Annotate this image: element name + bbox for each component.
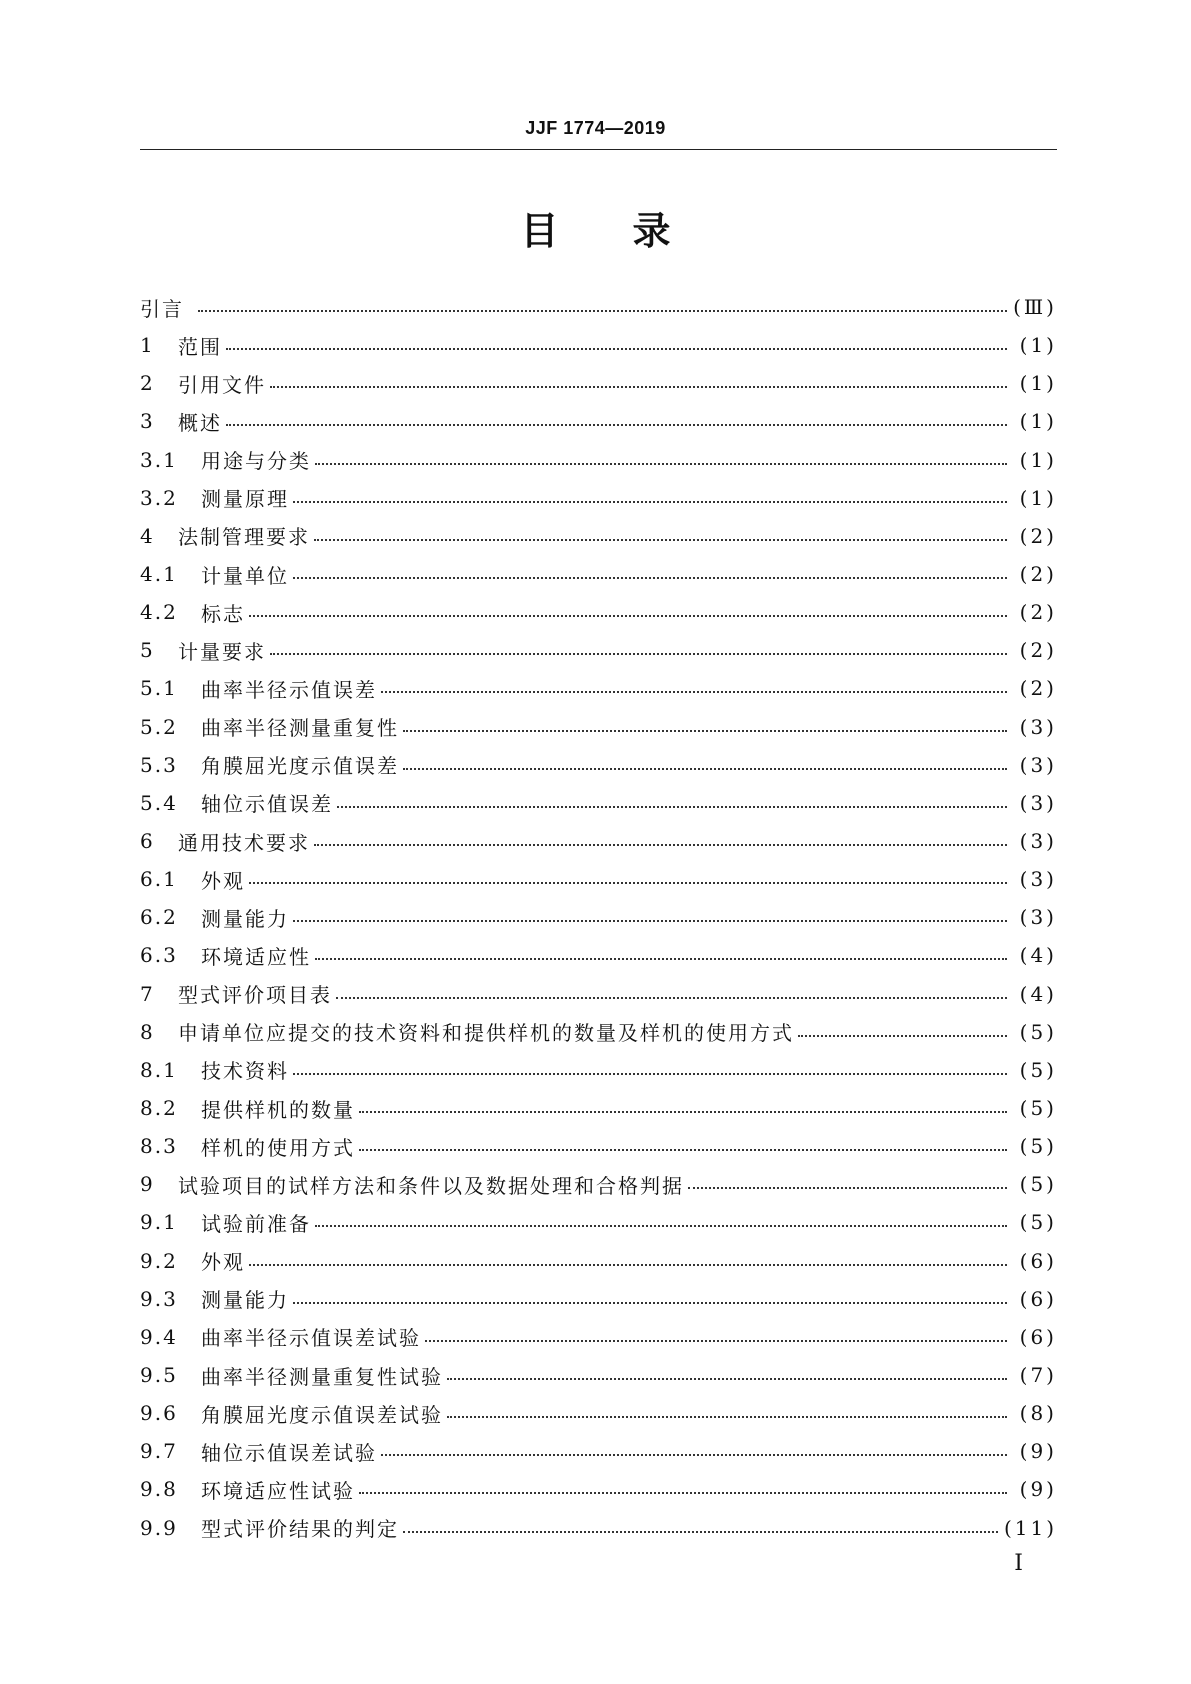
dot-leader [447,1416,1007,1418]
toc-entry-number: 8.3 [140,1134,178,1159]
toc-entry[interactable] [140,1356,1057,1394]
toc-entry-title: 型式评价结果的判定 [201,1517,399,1542]
dot-leader [198,310,1007,312]
toc-entry-page: (5) [1019,1096,1057,1121]
toc-entry-page: (1) [1019,447,1057,472]
toc-entry-number: 5.3 [140,752,178,777]
toc-entry-number: 9.4 [140,1324,178,1349]
toc-entry-page: (3) [1019,790,1057,815]
toc-entry[interactable] [140,822,1057,860]
dot-leader [293,1073,1007,1075]
toc-entry-title: 曲率半径测量重复性 [201,716,399,741]
toc-entry-page: (3) [1019,829,1057,854]
toc-entry-number: 5.2 [140,714,178,739]
toc-entry-number: 9.1 [140,1210,178,1235]
toc-entry-title: 通用技术要求 [178,830,310,855]
toc-entry-number: 9.6 [140,1401,178,1426]
toc-entry-page: (3) [1019,867,1057,892]
toc-entry-number: 5 [140,638,155,663]
toc-entry-title: 曲率半径示值误差试验 [201,1326,421,1351]
toc-entry[interactable] [140,593,1057,631]
toc-entry-page: (Ⅲ) [1013,295,1057,320]
toc-entry-title: 概述 [178,410,222,435]
toc-entry-page: (5) [1019,1134,1057,1159]
toc-entry[interactable] [140,1280,1057,1318]
toc-entry-page: (1) [1019,409,1057,434]
toc-entry-title: 型式评价项目表 [178,983,332,1008]
dot-leader [381,691,1007,693]
toc-entry-page: (3) [1019,714,1057,739]
dot-leader [249,882,1007,884]
toc-entry-page: (5) [1019,1172,1057,1197]
toc-entry-title: 引言 [140,296,184,321]
toc-entry-title: 提供样机的数量 [201,1097,355,1122]
toc-entry-page: (2) [1019,676,1057,701]
dot-leader [249,615,1007,617]
toc-entry[interactable] [140,631,1057,669]
toc-entry[interactable] [140,1509,1057,1547]
dot-leader [359,1492,1007,1494]
toc-entry[interactable] [140,975,1057,1013]
toc-entry[interactable] [140,1051,1057,1089]
toc-entry[interactable] [140,1165,1057,1203]
toc-entry-number: 3.1 [140,447,178,472]
toc-entry-title: 外观 [201,1250,245,1275]
toc-entry-title: 引用文件 [178,372,266,397]
page-title: 目录 [520,209,745,253]
toc-entry-number: 4.1 [140,562,178,587]
toc-entry-page: (5) [1019,1210,1057,1235]
page-number: Ⅰ [1014,1551,1023,1576]
toc-entry[interactable] [140,1013,1057,1051]
dot-leader [249,1264,1007,1266]
toc-entry[interactable] [140,1089,1057,1127]
toc-entry-title: 曲率半径测量重复性试验 [201,1364,443,1389]
toc-entry[interactable] [140,1127,1057,1165]
toc-entry-page: (4) [1019,943,1057,968]
toc-entry-page: (1) [1019,371,1057,396]
toc-entry-page: (9) [1019,1439,1057,1464]
toc-entry[interactable] [140,1432,1057,1470]
toc-entry-title: 测量原理 [201,487,289,512]
toc-entry-number: 3 [140,409,155,434]
dot-leader [314,539,1007,541]
toc-entry-title: 轴位示值误差 [201,792,333,817]
dot-leader [336,997,1007,999]
toc-entry-page: (5) [1019,1057,1057,1082]
toc-entry-number: 9.3 [140,1286,178,1311]
toc-entry-title: 试验前准备 [201,1211,311,1236]
toc-entry-number: 8.1 [140,1057,178,1082]
toc-entry-title: 轴位示值误差试验 [201,1440,377,1465]
dot-leader [403,768,1007,770]
dot-leader [293,1302,1007,1304]
toc-entry[interactable] [140,402,1057,440]
toc-entry[interactable] [140,517,1057,555]
toc-entry-number: 3.2 [140,485,178,510]
toc-entry[interactable] [140,1470,1057,1508]
header-divider [140,149,1057,150]
toc-entry-number: 8 [140,1019,155,1044]
toc-entry[interactable] [140,1203,1057,1241]
toc-entry-title: 法制管理要求 [178,525,310,550]
toc-entry-page: (2) [1019,638,1057,663]
toc-entry-title: 外观 [201,868,245,893]
toc-entry-title: 环境适应性 [201,944,311,969]
toc-entry[interactable] [140,784,1057,822]
toc-entry-number: 9.7 [140,1439,178,1464]
dot-leader [226,348,1007,350]
dot-leader [315,958,1007,960]
toc-entry-number: 9 [140,1172,155,1197]
toc-entry-title: 技术资料 [201,1059,289,1084]
table-of-contents [140,288,1057,1547]
dot-leader [425,1340,1007,1342]
toc-entry[interactable] [140,708,1057,746]
toc-entry-title: 范围 [178,334,222,359]
toc-entry-number: 5.1 [140,676,178,701]
dot-leader [315,1225,1007,1227]
toc-entry-page: (8) [1019,1401,1057,1426]
toc-entry[interactable] [140,1394,1057,1432]
standard-code-header: JJF 1774—2019 [525,118,666,138]
dot-leader [270,653,1007,655]
toc-entry[interactable] [140,555,1057,593]
toc-entry-number: 7 [140,981,155,1006]
toc-entry-number: 4.2 [140,600,178,625]
toc-entry-title: 测量能力 [201,906,289,931]
toc-entry-page: (1) [1019,333,1057,358]
toc-entry-page: (2) [1019,523,1057,548]
toc-entry-page: (1) [1019,485,1057,510]
toc-entry[interactable] [140,326,1057,364]
toc-entry[interactable] [140,860,1057,898]
dot-leader [315,463,1007,465]
toc-entry-number: 6 [140,829,155,854]
toc-entry-page: (7) [1019,1363,1057,1387]
dot-leader [381,1454,1007,1456]
toc-entry-number: 9.9 [140,1515,178,1540]
toc-entry-number: 1 [140,333,155,358]
toc-entry-title: 测量能力 [201,1288,289,1313]
toc-entry-number: 9.5 [140,1363,178,1387]
toc-entry-number: 4 [140,523,155,548]
toc-entry-page: (9) [1019,1477,1057,1502]
toc-entry-number: 6.2 [140,905,178,930]
toc-entry[interactable] [140,479,1057,517]
toc-entry[interactable] [140,1242,1057,1280]
dot-leader [270,386,1007,388]
toc-entry-page: (11) [1003,1515,1057,1540]
toc-entry-page: (6) [1019,1286,1057,1311]
toc-entry-title: 角膜屈光度示值误差试验 [201,1402,443,1427]
toc-entry-number: 6.1 [140,867,178,892]
toc-entry-number: 5.4 [140,790,178,815]
dot-leader [798,1035,1007,1037]
toc-entry-title: 计量要求 [178,639,266,664]
dot-leader [293,920,1007,922]
dot-leader [293,577,1007,579]
toc-entry-page: (4) [1019,981,1057,1006]
dot-leader [403,730,1007,732]
toc-entry-number: 9.2 [140,1248,178,1273]
toc-entry-page: (2) [1019,562,1057,587]
toc-entry[interactable] [140,746,1057,784]
toc-entry-page: (5) [1019,1019,1057,1044]
toc-entry[interactable] [140,364,1057,402]
toc-entry-page: (2) [1019,600,1057,625]
toc-entry[interactable] [140,288,1057,326]
toc-entry-title: 角膜屈光度示值误差 [201,754,399,779]
toc-entry[interactable] [140,936,1057,974]
toc-entry-page: (6) [1019,1248,1057,1273]
toc-entry-title: 环境适应性试验 [201,1478,355,1503]
toc-entry-page: (6) [1019,1324,1057,1349]
dot-leader [226,424,1007,426]
dot-leader [314,844,1007,846]
toc-entry-page: (3) [1019,752,1057,777]
dot-leader [337,806,1007,808]
toc-entry-number: 9.8 [140,1477,178,1502]
toc-entry-title: 用途与分类 [201,449,311,474]
toc-entry-number: 6.3 [140,943,178,968]
dot-leader [447,1378,1007,1380]
toc-entry[interactable] [140,898,1057,936]
dot-leader [403,1531,998,1533]
toc-entry-title: 计量单位 [201,563,289,588]
toc-entry-title: 申请单位应提交的技术资料和提供样机的数量及样机的使用方式 [178,1021,794,1046]
dot-leader [359,1149,1007,1151]
toc-entry[interactable] [140,441,1057,479]
toc-entry-title: 曲率半径示值误差 [201,677,377,702]
toc-entry-number: 2 [140,371,155,396]
toc-entry-number: 8.2 [140,1096,178,1121]
toc-entry-title: 试验项目的试样方法和条件以及数据处理和合格判据 [178,1173,684,1198]
toc-entry-title: 样机的使用方式 [201,1135,355,1160]
toc-entry-page: (3) [1019,905,1057,930]
dot-leader [293,501,1007,503]
dot-leader [359,1111,1007,1113]
toc-entry-title: 标志 [201,601,245,626]
toc-entry[interactable] [140,669,1057,707]
dot-leader [688,1187,1007,1189]
toc-entry[interactable] [140,1318,1057,1356]
